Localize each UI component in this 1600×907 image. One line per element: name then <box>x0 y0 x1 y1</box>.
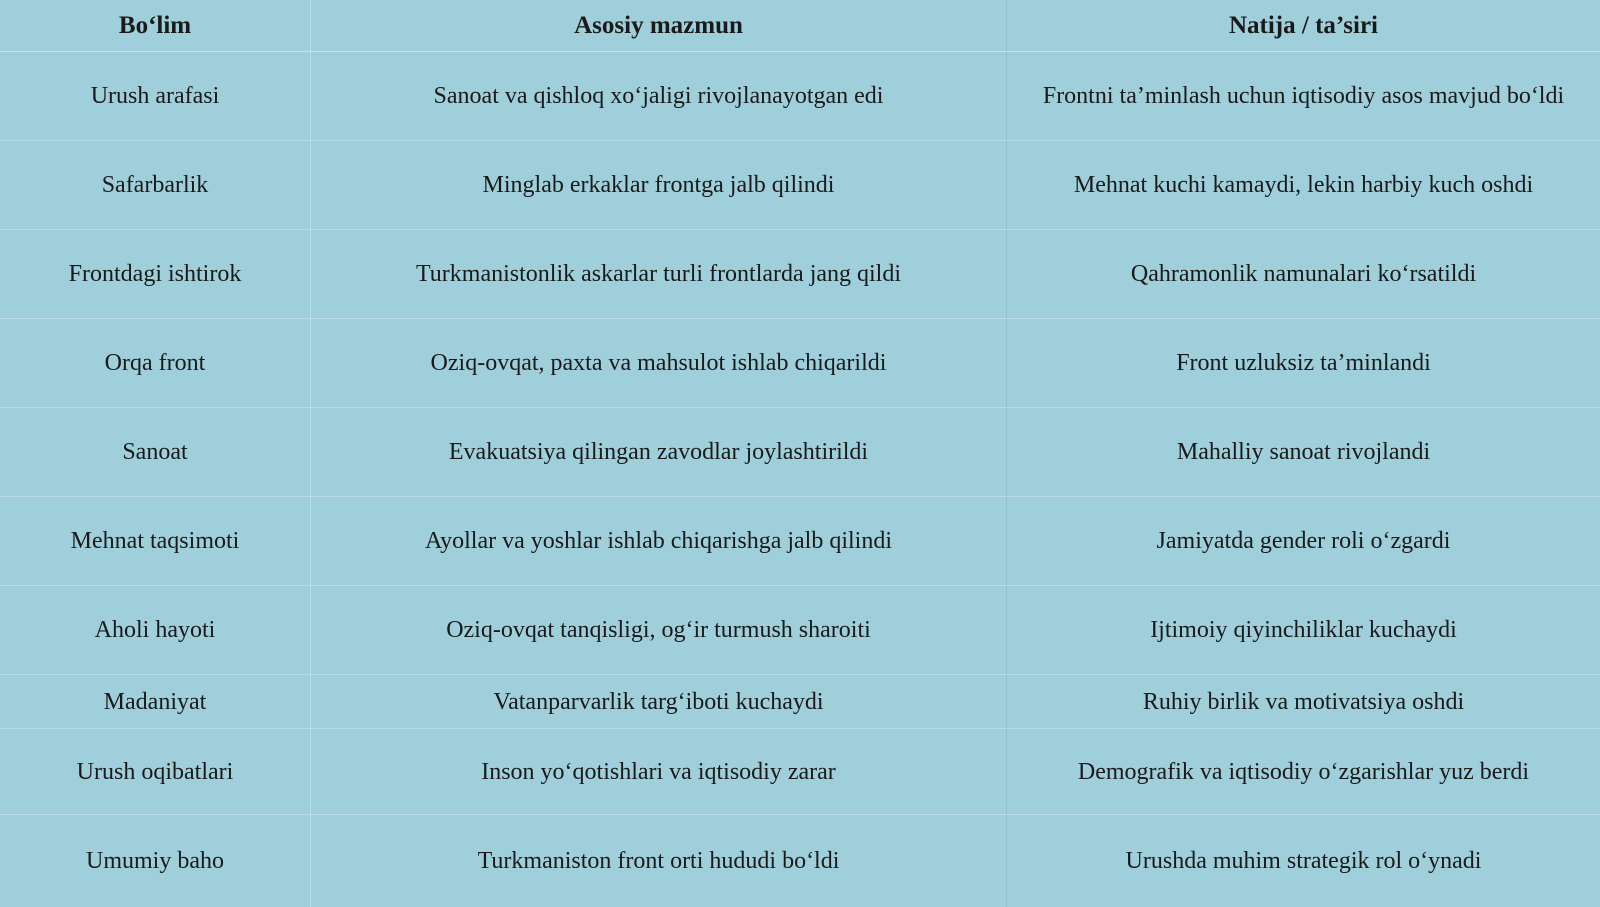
table-cell-result: Frontni ta’minlash uchun iqtisodiy asos mavjud bo‘ldi <box>1007 52 1600 141</box>
header-section: Bo‘lim <box>0 0 311 52</box>
table-cell-section: Urush oqibatlari <box>0 729 311 815</box>
table-cell-result: Urushda muhim strategik rol o‘ynadi <box>1125 848 1482 874</box>
table-cell-content: Inson yo‘qotishlari va iqtisodiy zarar <box>311 729 1007 815</box>
header-main-content: Asosiy mazmun <box>311 0 1007 52</box>
table-cell-content: Oziq-ovqat tanqisligi, og‘ir turmush sharoiti <box>311 586 1007 675</box>
table-cell-result: Demografik va iqtisodiy o‘zgarishlar yuz berdi <box>1007 729 1600 815</box>
header-result: Natija / ta’siri <box>1007 0 1600 52</box>
table-cell-result: Qahramonlik namunalari ko‘rsatildi <box>1007 230 1600 319</box>
table-cell-content: Sanoat va qishloq xo‘jaligi rivojlanayotgan edi <box>311 52 1007 141</box>
table-cell-result: Mahalliy sanoat rivojlandi <box>1007 408 1600 497</box>
table-cell-content: Turkmanistonlik askarlar turli frontlarda jang qildi <box>311 230 1007 319</box>
table-cell-content: Ayollar va yoshlar ishlab chiqarishga jalb qilindi <box>311 497 1007 586</box>
table-cell-section: Mehnat taqsimoti <box>0 497 311 586</box>
table-cell-content: Vatanparvarlik targ‘iboti kuchaydi <box>311 675 1007 729</box>
table-cell-result: Jamiyatda gender roli o‘zgardi <box>1007 497 1600 586</box>
table-cell-content: Turkmaniston front orti hududi bo‘ldi <box>311 815 1007 907</box>
table-cell-content: Oziq-ovqat, paxta va mahsulot ishlab chiqarildi <box>311 319 1007 408</box>
table-cell-section: Madaniyat <box>0 675 311 729</box>
table-cell-section: Aholi hayoti <box>0 586 311 675</box>
table-cell-section: Sanoat <box>0 408 311 497</box>
table-cell-section: Urush arafasi <box>0 52 311 141</box>
table-cell-section: Safarbarlik <box>0 141 311 230</box>
table-cell-section: Frontdagi ishtirok <box>0 230 311 319</box>
table-cell-content: Evakuatsiya qilingan zavodlar joylashtirildi <box>311 408 1007 497</box>
table-cell-result: Ijtimoiy qiyinchiliklar kuchaydi <box>1007 586 1600 675</box>
table-cell-result: Ruhiy birlik va motivatsiya oshdi <box>1007 675 1600 729</box>
table-cell-content: Minglab erkaklar frontga jalb qilindi <box>311 141 1007 230</box>
table-cell-section: Umumiy baho <box>0 815 311 907</box>
table-cell-result: Front uzluksiz ta’minlandi <box>1007 319 1600 408</box>
table-cell-result: Mehnat kuchi kamaydi, lekin harbiy kuch oshdi <box>1007 141 1600 230</box>
table-cell-section: Orqa front <box>0 319 311 408</box>
